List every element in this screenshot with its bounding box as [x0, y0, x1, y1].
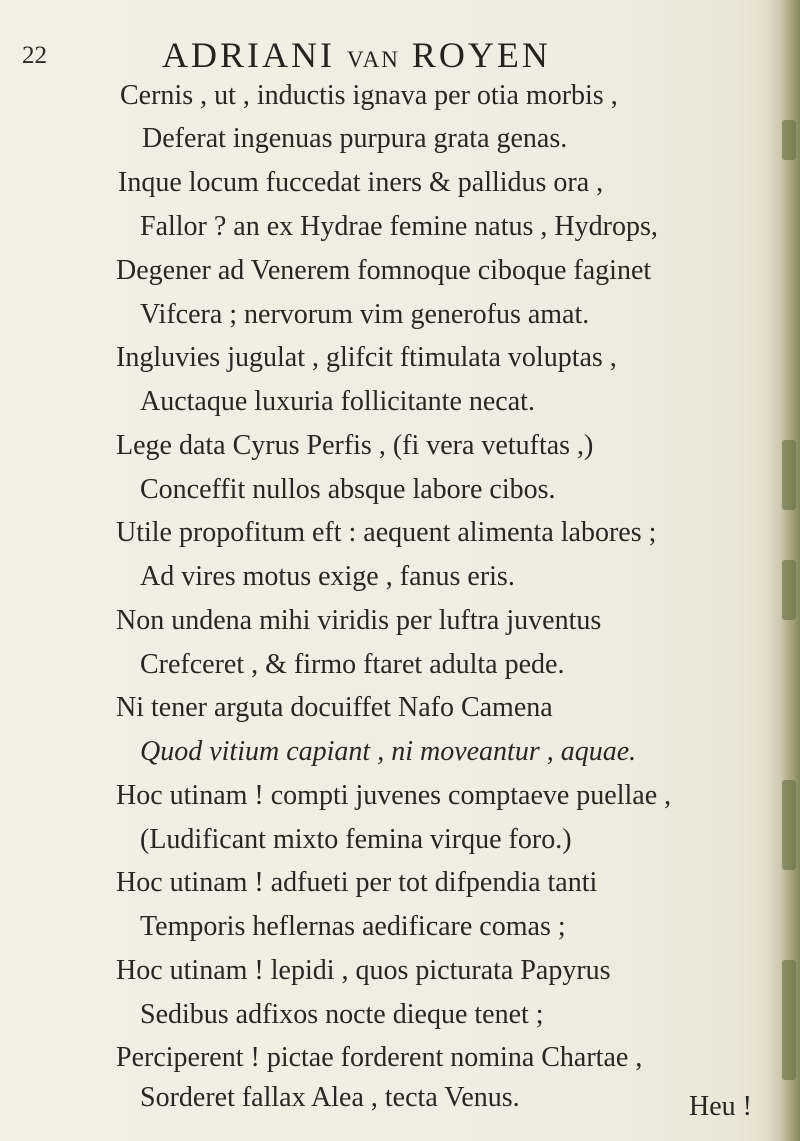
poem-line: Hoc utinam ! adfueti per tot difpendia tanti — [116, 867, 598, 898]
poem-line: Ad vires motus exige , fanus eris. — [140, 561, 515, 592]
poem-line: Cernis , ut , inductis ignava per otia morbis , — [120, 80, 618, 111]
poem-line: Utile propofitum eft : aequent alimenta labores ; — [116, 517, 657, 548]
page-header — [0, 34, 800, 74]
poem-line: Lege data Cyrus Perfis , (fi vera vetuftas ,) — [116, 430, 594, 461]
poem-line: Hoc utinam ! compti juvenes comptaeve puellae , — [116, 780, 672, 811]
poem-line: Auctaque luxuria follicitante necat. — [140, 386, 535, 417]
poem-line: Non undena mihi viridis per luftra juventus — [116, 605, 602, 636]
poem-line: Quod vitium capiant , ni moveantur , aquae. — [140, 736, 637, 767]
poem-line: Vifcera ; nervorum vim generofus amat. — [140, 299, 590, 330]
poem-line: Conceffit nullos absque labore cibos. — [140, 474, 556, 505]
poem-line: Ingluvies jugulat , glifcit ftimulata voluptas , — [116, 342, 617, 373]
poem-line: Perciperent ! pictae forderent nomina Chartae , — [116, 1042, 643, 1073]
poem-line: Hoc utinam ! lepidi , quos picturata Papyrus — [116, 955, 611, 986]
poem-line: Degener ad Venerem fomnoque ciboque faginet — [116, 255, 652, 286]
poem-line: Temporis heflernas aedificare comas ; — [140, 911, 566, 942]
running-head-word-1: ADRIANI — [162, 35, 335, 75]
poem-line: Crefceret , & firmo ftaret adulta pede. — [140, 649, 565, 680]
catchword: Heu ! — [689, 1091, 752, 1122]
edge-stain — [782, 440, 796, 510]
poem-line: Inque locum fuccedat iners & pallidus ora , — [118, 167, 604, 198]
running-head — [162, 34, 551, 76]
running-head-word-3: ROYEN — [411, 35, 551, 75]
edge-stain — [782, 960, 796, 1080]
edge-stain — [782, 780, 796, 870]
edge-stain — [782, 560, 796, 620]
poem-line: Sorderet fallax Alea , tecta Venus. — [140, 1082, 520, 1113]
poem-line: Fallor ? an ex Hydrae femine natus , Hydrops, — [140, 211, 658, 242]
page-number: 22 — [22, 42, 47, 69]
poem-line: Ni tener arguta docuiffet Nafo Camena — [116, 692, 553, 723]
poem-line: Deferat ingenuas purpura grata genas. — [142, 123, 568, 154]
poem-line: Sedibus adfixos nocte dieque tenet ; — [140, 999, 544, 1030]
poem-line: (Ludificant mixto femina virque foro.) — [140, 824, 572, 855]
running-head-word-2: VAN — [346, 47, 400, 72]
edge-stain — [782, 120, 796, 160]
